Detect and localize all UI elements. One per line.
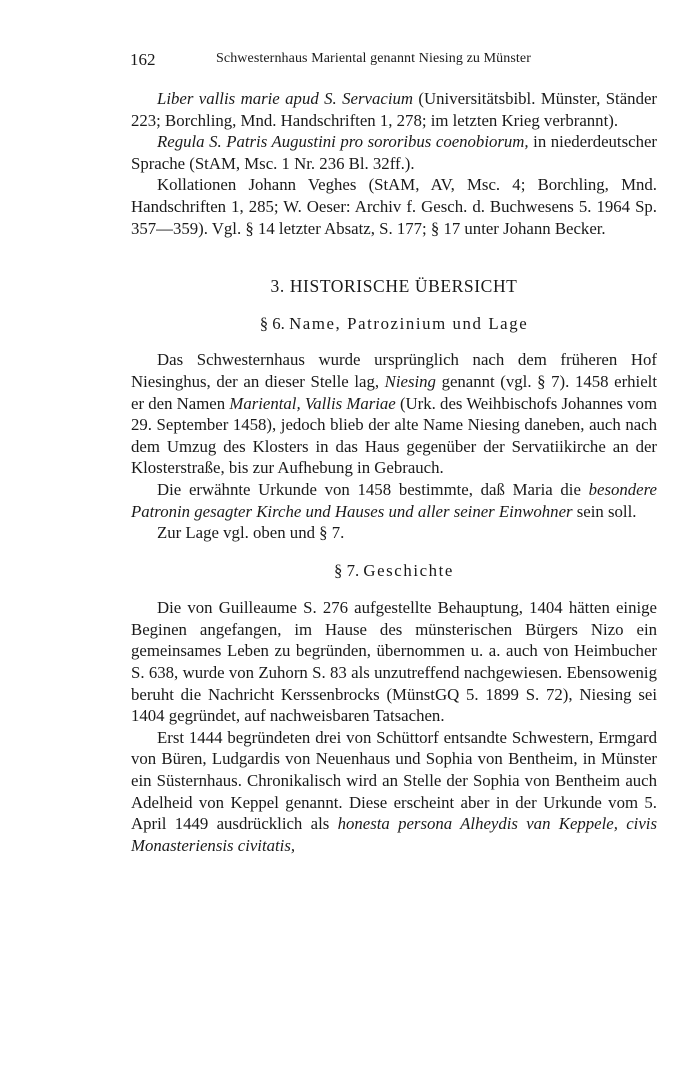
source-details: (Universitätsbibl. Münster, Ständer 223; Borchling, Mnd. Handschriften 1, 278; im letzten Krieg verbrannt). <box>131 89 657 130</box>
paragraph-number: § 7. <box>334 560 364 580</box>
body-paragraph: Die erwähnte Urkunde von 1458 bestimmte, daß Maria die besondere Patronin gesagter Kirche und Hauses und aller seiner Einwohner sein soll. <box>131 479 657 521</box>
source-entry <box>131 88 657 131</box>
paragraph-title: Geschichte <box>363 560 454 580</box>
source-entry <box>131 174 657 239</box>
body-paragraph: Erst 1444 begründeten drei von Schüttorf entsandte Schwestern, Ermgard von Büren, Ludgardis von Neuenhaus und Sophia von Bentheim, in Münster ein Süsternhaus. Chronikalisch wird an Stelle der Sophia von Bentheim auch Adelheid von Keppel genannt. Diese erscheint aber in der Urkunde vom 5. April 1449 ausdrücklich als honesta persona Alheydis van Keppele, civis Monasteriensis civitatis, <box>131 727 657 855</box>
paragraph-heading-6 <box>131 313 657 335</box>
source-title: Liber vallis marie apud S. Servacium <box>157 89 413 108</box>
source-details: in niederdeutscher Sprache (StAM, Msc. 1 Nr. 236 Bl. 32ff.). <box>131 132 657 173</box>
paragraph-number: § 6. <box>259 313 290 333</box>
running-head <box>130 50 580 74</box>
section-heading: 3. HISTORISCHE ÜBERSICHT <box>270 276 518 297</box>
paragraph-heading-7 <box>131 560 657 582</box>
paragraph-title: Name, Patrozinium und Lage <box>289 313 529 333</box>
body-paragraph: Zur Lage vgl. oben und § 7. <box>157 523 345 543</box>
body-paragraph: Das Schwesternhaus wurde ursprünglich nach dem früheren Hof Niesinghus, der an dieser Stelle lag, Niesing genannt (vgl. § 7). 1458 erhielt er den Namen Mariental, Vallis Mariae (Urk. des Weihbischofs Johannes vom 29. September 1458), jedoch blieb der alte Name Niesing daneben, auch nach dem Umzug des Klosters in das Haus gegenüber der Servatiikirche an der Klosterstraße, bis zur Aufhebung in Gebrauch. <box>131 350 658 478</box>
page-number: 162 <box>130 50 156 69</box>
source-entry <box>131 131 657 174</box>
page-body <box>131 88 657 856</box>
body-paragraph: Die von Guilleaume S. 276 aufgestellte Behauptung, 1404 hätten einige Beginen angefangen, im Hause des münsterischen Bürgers Nizo ein gemeinsames Leben zu begründen, übernommen u. a. auch von Heimbucher S. 638, wurde von Zuhorn S. 83 als unzutreffend nachgewiesen. Ebensowenig beruht die Nachricht Kerssenbrocks (MünstGQ 5. 1899 S. 72), Niesing sei 1404 gegründet, auf nachweisbaren Tatsachen. <box>131 598 657 726</box>
source-title: Regula S. Patris Augustini pro sororibus coenobiorum, <box>157 132 529 152</box>
running-title: Schwesternhaus Mariental genannt Niesing zu Münster <box>216 51 531 66</box>
source-details: Kollationen Johann Veghes (StAM, AV, Msc. 4; Borchling, Mnd. Handschriften 1, 285; W. Oeser: Archiv f. Gesch. d. Buchwesens 5. 1964 Sp. 357—359). Vgl. § 14 letzter Absatz, S. 177; § 17 unter Johann Becker. <box>131 175 657 238</box>
